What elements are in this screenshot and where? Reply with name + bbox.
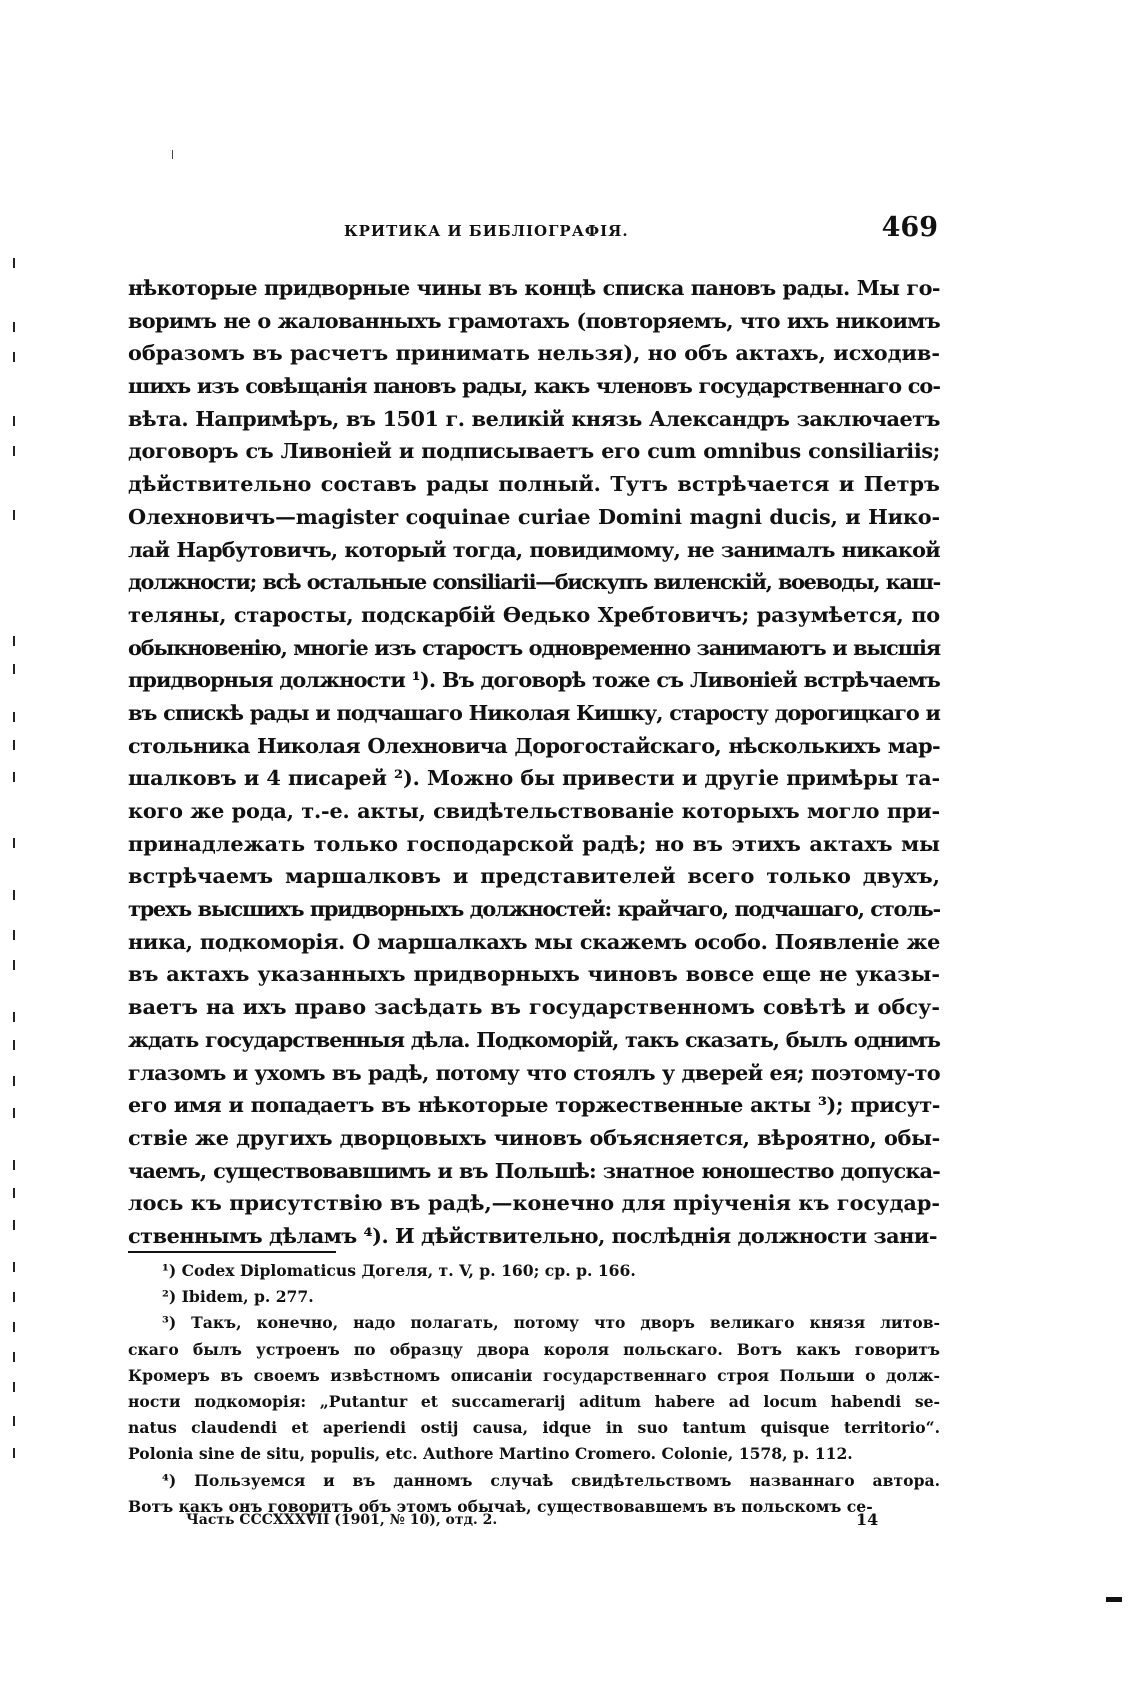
text-line: встрѣчаемъ маршалковъ и представителей всего только двухъ, [128, 863, 940, 889]
text-line: трехъ высшихъ придворныхъ должностей: крайчаго, подчашаго, столь- [128, 896, 940, 922]
margin-mark [13, 1160, 15, 1170]
text-line: нѣкоторые придворные чины въ концѣ списка пановъ рады. Мы го- [128, 275, 940, 300]
footnote-line: natus claudendi et aperiendi ostij causa, idque in suo tantum quisque territorio“. [128, 1418, 940, 1438]
margin-mark [13, 1040, 15, 1050]
margin-mark [13, 1012, 15, 1022]
text-line: въ спискѣ рады и подчашаго Николая Кишку, старосту дорогицкаго и [128, 699, 940, 725]
margin-mark [13, 712, 15, 722]
body-text [128, 272, 940, 1253]
margin-mark [13, 510, 15, 520]
margin-mark [13, 838, 15, 848]
text-line: принадлежать только господарской радѣ; но въ этихъ актахъ мы [128, 830, 940, 856]
text-line: ваетъ на ихъ право засѣдать въ государственномъ совѣтѣ и обсу- [128, 994, 940, 1020]
footnote-line: ²) Ibidem, p. 277. [162, 1287, 314, 1307]
text-line: обыкновенію, многіе изъ старостъ одновременно занимаютъ и высшія [128, 634, 940, 660]
text-line: теляны, старосты, подскарбій Ѳедько Хребтовичъ; разумѣется, по [128, 601, 940, 627]
text-line: воримъ не о жалованныхъ грамотахъ (повторяемъ, что ихъ никоимъ [128, 307, 940, 333]
margin-mark [13, 1188, 15, 1198]
footnote [128, 1258, 940, 1284]
text-line: ственнымъ дѣламъ ⁴). И дѣйствительно, послѣднія должности зани- [128, 1222, 937, 1248]
text-line: глазомъ и ухомъ въ радѣ, потому что стоялъ у дверей ея; поэтому-то [128, 1059, 940, 1085]
margin-mark [13, 446, 15, 456]
margin-mark [13, 890, 15, 900]
margin-mark [13, 416, 15, 426]
margin-mark [13, 1076, 15, 1086]
margin-mark [13, 664, 15, 674]
margin-mark [13, 1108, 15, 1118]
text-line: стольника Николая Олехновича Дорогостайскаго, нѣсколькихъ мар- [128, 732, 940, 758]
footnote-line: ³) Такъ, конечно, надо полагать, потому что дворъ великаго князя литов- [162, 1313, 940, 1333]
margin-mark [13, 772, 15, 782]
margin-mark [13, 352, 15, 362]
text-line: ствіе же другихъ дворцовыхъ чиновъ объясняется, вѣроятно, обы- [128, 1124, 940, 1150]
footnote-line: Кромеръ въ своемъ извѣстномъ описаніи государственнаго строя Польши о долж- [128, 1365, 940, 1385]
margin-mark [13, 960, 15, 970]
footnotes [128, 1258, 940, 1520]
margin-mark [13, 1352, 15, 1362]
text-line: образомъ въ расчетъ принимать нельзя), но объ актахъ, исходив- [128, 340, 940, 366]
text-line: его имя и попадаетъ въ нѣкоторые торжественные акты ³); присут- [128, 1092, 940, 1118]
footnote-line: ности подкоморія: „Putantur et succamerarij aditum habere ad locum habendi se- [128, 1391, 940, 1411]
margin-mark [13, 258, 15, 268]
margin-mark [13, 1448, 15, 1458]
margin-mark [13, 740, 15, 750]
margin-mark [13, 1292, 15, 1302]
text-line: должности; всѣ остальные consiliarii—бискупъ виленскій, воеводы, каш- [128, 569, 940, 595]
margin-mark [13, 1262, 15, 1272]
footnote-line: скаго былъ устроенъ по образцу двора короля польскаго. Вотъ какъ говоритъ [128, 1339, 940, 1359]
text-line: Олехновичъ—magister coquinae curiae Domini magni ducis, и Нико- [128, 503, 940, 529]
footnote-line: ⁴) Пользуемся и въ данномъ случаѣ свидѣтельствомъ названнаго автора. [162, 1470, 940, 1490]
text-line: шалковъ и 4 писарей ²). Можно бы привести и другіе примѣры та- [128, 765, 940, 791]
footnote-rule [128, 1251, 336, 1253]
margin-mark [13, 322, 15, 332]
printer-signature: Часть CCCXXXVII (1901, № 10), отд. 2. [186, 1512, 498, 1528]
scan-speck [172, 150, 173, 159]
text-line: дѣйствительно составъ рады полный. Тутъ встрѣчается и Петръ [128, 471, 940, 497]
text-line: чаемъ, существовавшимъ и въ Польшѣ: знатное юношество допуска- [128, 1157, 940, 1183]
page-number: 469 [881, 212, 938, 243]
text-line: кого же рода, т.-е. акты, свидѣтельствованіе которыхъ могло при- [128, 798, 940, 823]
margin-mark [13, 636, 15, 646]
scan-dash-mark [1106, 1597, 1122, 1602]
margin-mark [13, 1322, 15, 1332]
footnote-line: ¹) Codex Diplomaticus Догеля, т. V, p. 160; ср. p. 166. [162, 1261, 636, 1280]
text-line: лось къ присутствію въ радѣ,—конечно для пріученія къ государ- [128, 1190, 940, 1216]
text-line: ника, подкоморія. О маршалкахъ мы скажемъ особо. Появленіе же [128, 928, 940, 954]
text-line: шихъ изъ совѣщанія пановъ рады, какъ членовъ государственнаго со- [128, 373, 940, 399]
margin-mark [13, 1416, 15, 1426]
text-line: въ актахъ указанныхъ придворныхъ чиновъ вовсе еще не указы- [128, 961, 940, 987]
running-head: КРИТИКА И БИБЛІОГРАФІЯ. [344, 222, 629, 240]
text-line: договоръ съ Ливоніей и подписываетъ его cum omnibus consiliariis; [128, 438, 940, 464]
margin-mark [13, 1382, 15, 1392]
footnote [128, 1284, 940, 1310]
text-line: лай Нарбутовичъ, который тогда, повидимому, не занималъ никакой [128, 536, 940, 562]
margin-mark [13, 930, 15, 940]
page-footer [186, 1512, 940, 1536]
text-line: вѣта. Напримѣръ, въ 1501 г. великій князь Александръ заключаетъ [128, 405, 940, 431]
text-line: ждать государственныя дѣла. Подкоморій, такъ сказать, былъ однимъ [128, 1026, 940, 1052]
text-line: придворныя должности ¹). Въ договорѣ тоже съ Ливоніей встрѣчаемъ [128, 667, 940, 693]
footnote [128, 1310, 940, 1467]
footnote-line: Вотъ какъ онъ говоритъ объ этомъ обычаѣ, существовавшемъ въ польскомъ се- [128, 1496, 873, 1516]
page-header [130, 212, 938, 252]
footnote-line: Polonia sine de situ, populis, etc. Authore Martino Cromero. Colonie, 1578, p. 112. [128, 1444, 853, 1464]
margin-mark [13, 1220, 15, 1230]
sheet-number: 14 [856, 1510, 879, 1529]
